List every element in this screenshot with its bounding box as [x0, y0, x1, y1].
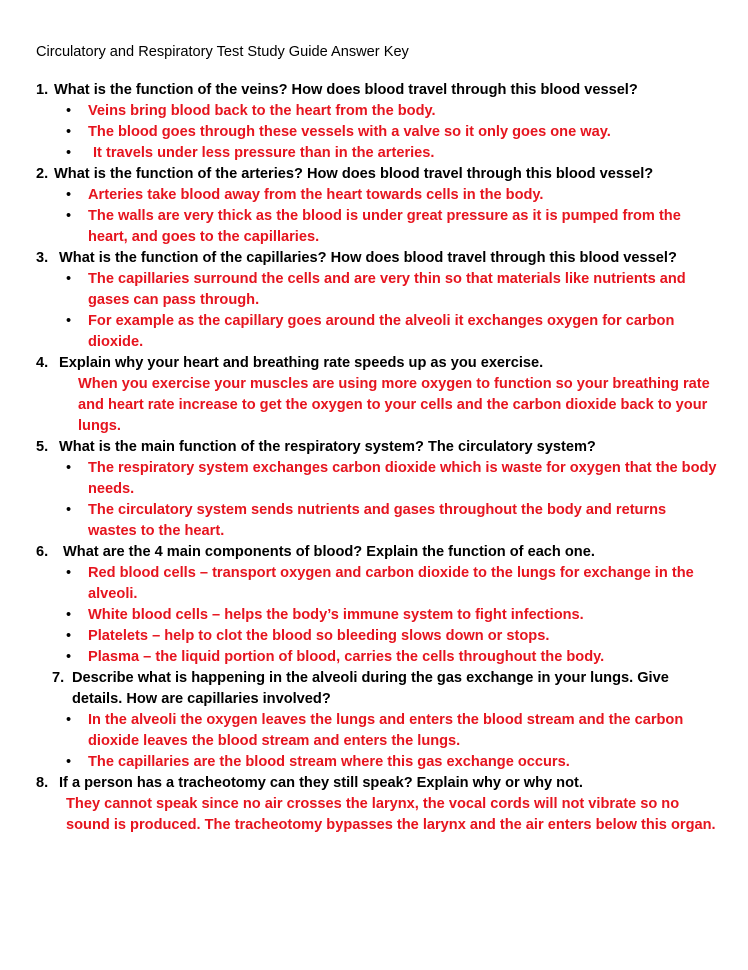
question-text: What is the main function of the respiratory system? The circulatory system?: [59, 439, 596, 455]
question-number: 6.: [36, 544, 49, 560]
question-8: [36, 773, 718, 794]
bullet-icon: •: [66, 607, 72, 623]
answer-bullet: [36, 122, 718, 143]
question-number: 1.: [36, 82, 49, 98]
answer-text: The blood goes through these vessels with a valve so it only goes one way.: [88, 124, 611, 140]
bullet-icon: •: [66, 187, 72, 203]
answer-list-2: [36, 185, 718, 248]
answer-text: The capillaries surround the cells and are very thin so that materials like nutrients and gases can pass through.: [88, 271, 686, 308]
bullet-icon: •: [66, 313, 72, 329]
answer-bullet: [36, 647, 718, 668]
answer-text: Platelets – help to clot the blood so bleeding slows down or stops.: [88, 628, 550, 644]
answer-text: White blood cells – helps the body’s immune system to fight infections.: [88, 607, 584, 623]
answer-bullet: [36, 143, 718, 164]
bullet-icon: •: [66, 628, 72, 644]
answer-bullet: [36, 500, 718, 542]
answer-text: The circulatory system sends nutrients and gases throughout the body and returns wastes to the heart.: [88, 502, 667, 539]
bullet-icon: •: [66, 103, 72, 119]
answer-text: Arteries take blood away from the heart towards cells in the body.: [88, 187, 544, 203]
question-number: 2.: [36, 166, 49, 182]
question-text: What is the function of the capillaries? How does blood travel through this blood vessel?: [59, 250, 677, 266]
question-7: [38, 668, 718, 710]
answer-text: The walls are very thick as the blood is under great pressure as it is pumped from the heart, and goes to the capillaries.: [88, 208, 681, 245]
question-5: [36, 437, 718, 458]
question-text: If a person has a tracheotomy can they still speak? Explain why or why not.: [59, 775, 583, 791]
bullet-icon: •: [66, 145, 72, 161]
bullet-icon: •: [66, 124, 72, 140]
answer-paragraph-4: When you exercise your muscles are using more oxygen to function so your breathing rate and heart rate increase to get the oxygen to your cells and the carbon dioxide back to your lungs.: [78, 376, 710, 434]
bullet-icon: •: [66, 712, 72, 728]
bullet-icon: •: [66, 502, 72, 518]
answer-bullet: [36, 752, 718, 773]
answer-bullet: [36, 626, 718, 647]
answer-list-7: [36, 710, 718, 773]
question-text: What are the 4 main components of blood? Explain the function of each one.: [63, 544, 595, 560]
bullet-icon: •: [66, 271, 72, 287]
answer-text: Veins bring blood back to the heart from the body.: [88, 103, 436, 119]
answer-text: Plasma – the liquid portion of blood, carries the cells throughout the body.: [88, 649, 605, 665]
question-number: 3.: [36, 250, 49, 266]
answer-bullet: [36, 269, 718, 311]
question-text: What is the function of the arteries? How does blood travel through this blood vessel?: [54, 166, 654, 182]
question-text: Explain why your heart and breathing rate speeds up as you exercise.: [59, 355, 544, 371]
answer-text: It travels under less pressure than in the arteries.: [93, 145, 435, 161]
question-1: [36, 80, 718, 101]
question-number: 8.: [36, 775, 49, 791]
answer-list-3: [36, 269, 718, 353]
answer-bullet: [36, 605, 718, 626]
answer-bullet: [36, 101, 718, 122]
question-text: Describe what is happening in the alveoli during the gas exchange in your lungs. Give details. How are capillaries involved?: [72, 670, 669, 707]
bullet-icon: •: [66, 649, 72, 665]
answer-text: The capillaries are the blood stream where this gas exchange occurs.: [88, 754, 570, 770]
answer-paragraph-8: They cannot speak since no air crosses the larynx, the vocal cords will not vibrate so no sound is produced. The tracheotomy bypasses the larynx and the air enters below this organ.: [66, 796, 716, 833]
answer-text: Red blood cells – transport oxygen and carbon dioxide to the lungs for exchange in the alveoli.: [88, 565, 694, 602]
question-text: What is the function of the veins? How does blood travel through this blood vessel?: [54, 82, 638, 98]
answer-list-5: [36, 458, 718, 542]
question-4: [36, 353, 718, 374]
bullet-icon: •: [66, 754, 72, 770]
answer-bullet: [36, 458, 718, 500]
answer-bullet: [36, 311, 718, 353]
answer-text: In the alveoli the oxygen leaves the lungs and enters the blood stream and the carbon dioxide leaves the blood stream and enters the lungs.: [88, 712, 684, 749]
bullet-icon: •: [66, 208, 72, 224]
bullet-icon: •: [66, 565, 72, 581]
question-6: [36, 542, 718, 563]
question-number: 4.: [36, 355, 49, 371]
answer-bullet: [36, 563, 718, 605]
answer-list-6: [36, 563, 718, 668]
answer-text: The respiratory system exchanges carbon dioxide which is waste for oxygen that the body needs.: [88, 460, 717, 497]
question-number: 5.: [36, 439, 49, 455]
question-3: [36, 248, 718, 269]
question-number: 7.: [52, 670, 65, 686]
question-2: [36, 164, 718, 185]
answer-text: For example as the capillary goes around the alveoli it exchanges oxygen for carbon dioxide.: [88, 313, 675, 350]
bullet-icon: •: [66, 460, 72, 476]
answer-bullet: [36, 710, 718, 752]
document-title: Circulatory and Respiratory Test Study Guide Answer Key: [36, 44, 409, 60]
answer-list-1: [36, 101, 718, 164]
answer-bullet: [36, 185, 718, 206]
answer-bullet: [36, 206, 718, 248]
